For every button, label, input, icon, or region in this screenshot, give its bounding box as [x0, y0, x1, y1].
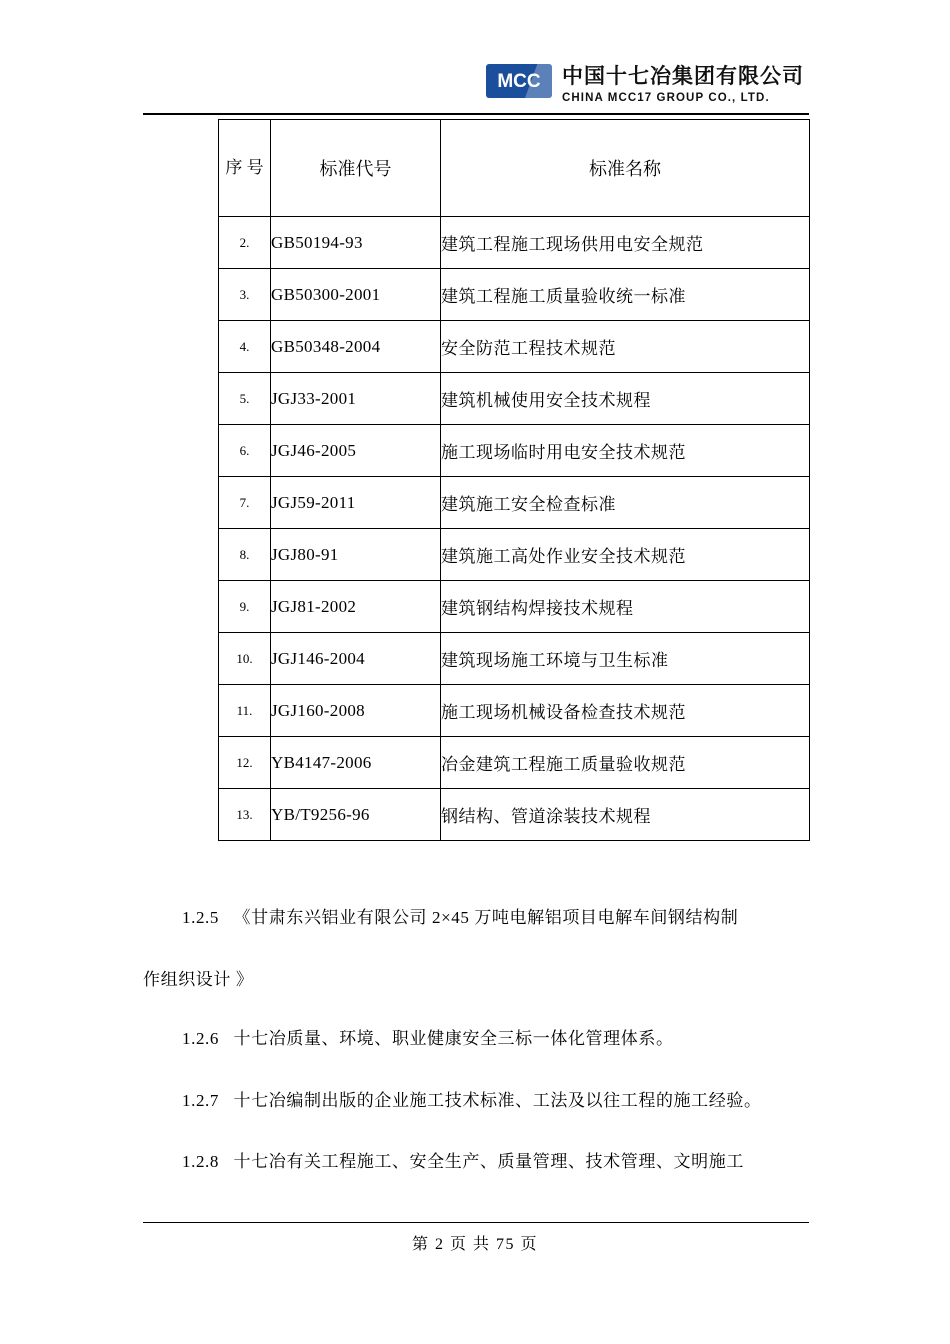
- cell-code: GB50300-2001: [271, 269, 441, 321]
- cell-name: 建筑工程施工现场供用电安全规范: [441, 217, 810, 269]
- page-number: 第 2 页 共 75 页: [411, 1236, 538, 1253]
- column-header-index: 序 号: [219, 120, 271, 217]
- table-row: [219, 529, 810, 581]
- cell-index: 4.: [219, 321, 271, 373]
- cell-index: 3.: [219, 269, 271, 321]
- cell-code: JGJ80-91: [271, 529, 441, 581]
- cell-name: 建筑施工高处作业安全技术规范: [441, 529, 810, 581]
- cell-code: JGJ59-2011: [271, 477, 441, 529]
- cell-name: 建筑工程施工质量验收统一标准: [441, 269, 810, 321]
- cell-index: 13.: [219, 789, 271, 841]
- paragraph-1-2-8: 1.2.8 十七冶有关工程施工、安全生产、质量管理、技术管理、文明施工: [182, 1152, 744, 1171]
- body-text: [143, 905, 823, 1175]
- page-header: [0, 64, 950, 120]
- cell-index: 2.: [219, 217, 271, 269]
- cell-index: 9.: [219, 581, 271, 633]
- cell-code: JGJ81-2002: [271, 581, 441, 633]
- standards-table-container: [218, 119, 809, 841]
- cell-index: 10.: [219, 633, 271, 685]
- cell-code: JGJ146-2004: [271, 633, 441, 685]
- paragraph-1-2-7: 1.2.7 十七冶编制出版的企业施工技术标准、工法及以往工程的施工经验。: [182, 1090, 762, 1110]
- cell-code: GB50194-93: [271, 217, 441, 269]
- cell-index: 12.: [219, 737, 271, 789]
- footer-divider: [143, 1222, 809, 1223]
- standards-table: [218, 119, 810, 841]
- column-header-code: 标准代号: [271, 120, 441, 217]
- mcc-logo-text: MCC: [497, 70, 541, 92]
- cell-code: JGJ46-2005: [271, 425, 441, 477]
- cell-code: YB/T9256-96: [271, 789, 441, 841]
- company-name-en: CHINA MCC17 GROUP CO., LTD.: [562, 92, 770, 105]
- cell-name: 施工现场机械设备检查技术规范: [441, 685, 810, 737]
- cell-index: 5.: [219, 373, 271, 425]
- company-name-cn: 中国十七冶集团有限公司: [562, 65, 804, 88]
- table-row: [219, 373, 810, 425]
- cell-name: 冶金建筑工程施工质量验收规范: [441, 737, 810, 789]
- paragraph-1-2-6: 1.2.6 十七冶质量、环境、职业健康安全三标一体化管理体系。: [182, 1029, 674, 1048]
- cell-name: 安全防范工程技术规范: [441, 321, 810, 373]
- cell-code: YB4147-2006: [271, 737, 441, 789]
- cell-code: JGJ160-2008: [271, 685, 441, 737]
- paragraph-1-2-5-line-1: 1.2.5 《甘肃东兴铝业有限公司 2×45 万吨电解铝项目电解车间钢结构制: [182, 908, 739, 927]
- header-divider: [143, 113, 809, 115]
- cell-code: GB50348-2004: [271, 321, 441, 373]
- column-header-name: 标准名称: [441, 120, 810, 217]
- table-row: [219, 581, 810, 633]
- cell-name: 建筑钢结构焊接技术规程: [441, 581, 810, 633]
- table-row: [219, 321, 810, 373]
- table-row: [219, 477, 810, 529]
- cell-name: 建筑机械使用安全技术规程: [441, 373, 810, 425]
- cell-index: 6.: [219, 425, 271, 477]
- cell-index: 8.: [219, 529, 271, 581]
- table-row: [219, 269, 810, 321]
- cell-name: 钢结构、管道涂装技术规程: [441, 789, 810, 841]
- cell-index: 11.: [219, 685, 271, 737]
- table-header-row: [219, 120, 810, 217]
- table-row: [219, 737, 810, 789]
- cell-name: 建筑施工安全检查标准: [441, 477, 810, 529]
- table-row: [219, 425, 810, 477]
- company-logo: [486, 64, 804, 104]
- table-row: [219, 217, 810, 269]
- company-name-block: [562, 64, 804, 104]
- cell-index: 7.: [219, 477, 271, 529]
- paragraph-1-2-5-line-2: 作组织设计 》: [143, 969, 254, 989]
- table-row: [219, 633, 810, 685]
- cell-name: 建筑现场施工环境与卫生标准: [441, 633, 810, 685]
- table-row: [219, 685, 810, 737]
- mcc-logo-icon: [486, 64, 552, 98]
- table-row: [219, 789, 810, 841]
- cell-name: 施工现场临时用电安全技术规范: [441, 425, 810, 477]
- cell-code: JGJ33-2001: [271, 373, 441, 425]
